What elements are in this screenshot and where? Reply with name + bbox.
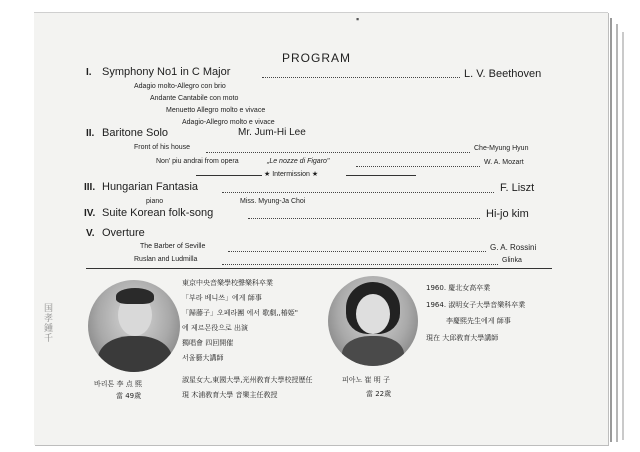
piece-2-composer: Glinka [502, 257, 522, 264]
dotted-leader [222, 192, 494, 193]
movement-1: Adagio molto-Allegro con brio [134, 83, 226, 90]
movement-4: Adagio-Allegro molto e vivace [182, 119, 275, 126]
item-1-title: Symphony No1 in C Major [102, 66, 231, 78]
pianist-bio-line: 1964. 淑明女子大學音樂科卒業 [426, 301, 526, 309]
dotted-leader [248, 218, 480, 219]
item-4-composer: Hi-jo kim [486, 208, 529, 220]
movement-2: Andante Cantabile con moto [150, 95, 239, 102]
pianist-bio-line: 1960. 慶北女高卒業 [426, 284, 491, 292]
baritone-bio-line: 東京中央音樂學校聲樂科卒業 [182, 279, 273, 287]
item-5-title: Overture [102, 227, 145, 239]
baritone-bio-line: 淑星女大,東國大學,光州敎育大學校授歷任 [182, 376, 313, 384]
baritone-bio-line: 에 제르몬役으로 出演 [182, 324, 249, 332]
item-4-title: Suite Korean folk-song [102, 207, 214, 219]
program-title: PROGRAM [282, 51, 352, 65]
item-3-performer: Miss. Myung-Ja Choi [240, 198, 306, 205]
baritone-bio-line: 「부라 베니쓰」에게 師事 [182, 294, 262, 302]
baritone-bio-line: 「歸藤子」오페라團 에서 歌劇,,椿姫" [182, 309, 298, 317]
item-3-title: Hungarian Fantasia [102, 181, 199, 193]
song-1-title: Front of his house [134, 144, 191, 151]
handwritten-stamp: 国孝鍾千 [44, 304, 54, 344]
pianist-bio-line: 李慶熙先生에게 師事 [446, 317, 511, 325]
item-2-performer: Mr. Jum-Hi Lee [238, 127, 306, 138]
item-3-composer: F. Liszt [500, 182, 535, 194]
print-mark: ▪ [356, 14, 360, 24]
song-2-opera: „Le nozze di Figaro" [267, 158, 330, 165]
intermission-rule [346, 175, 416, 176]
pianist-bio-line: 現在 大邱敎育大學講師 [426, 334, 499, 342]
song-2-composer: W. A. Mozart [484, 159, 524, 166]
movement-3: Menuetto Allegro molto e vivace [166, 107, 266, 114]
item-1-composer: L. V. Beethoven [464, 68, 542, 80]
item-4-numeral: IV. [84, 208, 96, 219]
baritone-bio-line: 現 木浦敎育大學 音樂主任敎授 [182, 391, 278, 399]
song-2-title: Non' piu andrai from opera [156, 158, 239, 165]
dotted-leader [222, 264, 498, 265]
item-2-numeral: II. [86, 128, 95, 139]
dotted-leader [262, 77, 460, 78]
piece-1-title: The Barber of Seville [140, 243, 206, 250]
baritone-bio-line: 서울藝大講師 [182, 354, 224, 362]
intermission: ★ Intermission ★ [264, 171, 319, 178]
intermission-rule [196, 175, 262, 176]
baritone-caption-name: 바리톤 李 点 熙 [94, 380, 142, 388]
pianist-caption-name: 피아노 崔 明 子 [342, 376, 390, 384]
dotted-leader [206, 152, 470, 153]
baritone-caption-age: 當 49歲 [116, 392, 142, 400]
page-edge [616, 24, 618, 442]
item-3-instrument: piano [146, 198, 164, 205]
pianist-caption-age: 當 22歲 [366, 390, 392, 398]
piece-1-composer: G. A. Rossini [490, 243, 537, 252]
section-divider [86, 268, 552, 269]
page-edge [610, 18, 612, 442]
dotted-leader [228, 251, 486, 252]
item-2-title: Baritone Solo [102, 127, 169, 139]
piece-2-title: Ruslan and Ludmilla [134, 256, 198, 263]
dotted-leader [356, 166, 480, 167]
item-5-numeral: V. [86, 228, 95, 239]
page-edge [622, 32, 624, 440]
item-3-numeral: III. [84, 182, 96, 193]
baritone-bio-line: 獨唱會 四回開催 [182, 339, 234, 347]
pianist-photo [328, 276, 418, 366]
baritone-photo [88, 280, 180, 372]
song-1-composer: Che-Myung Hyun [474, 145, 529, 152]
item-1-numeral: I. [86, 67, 92, 78]
